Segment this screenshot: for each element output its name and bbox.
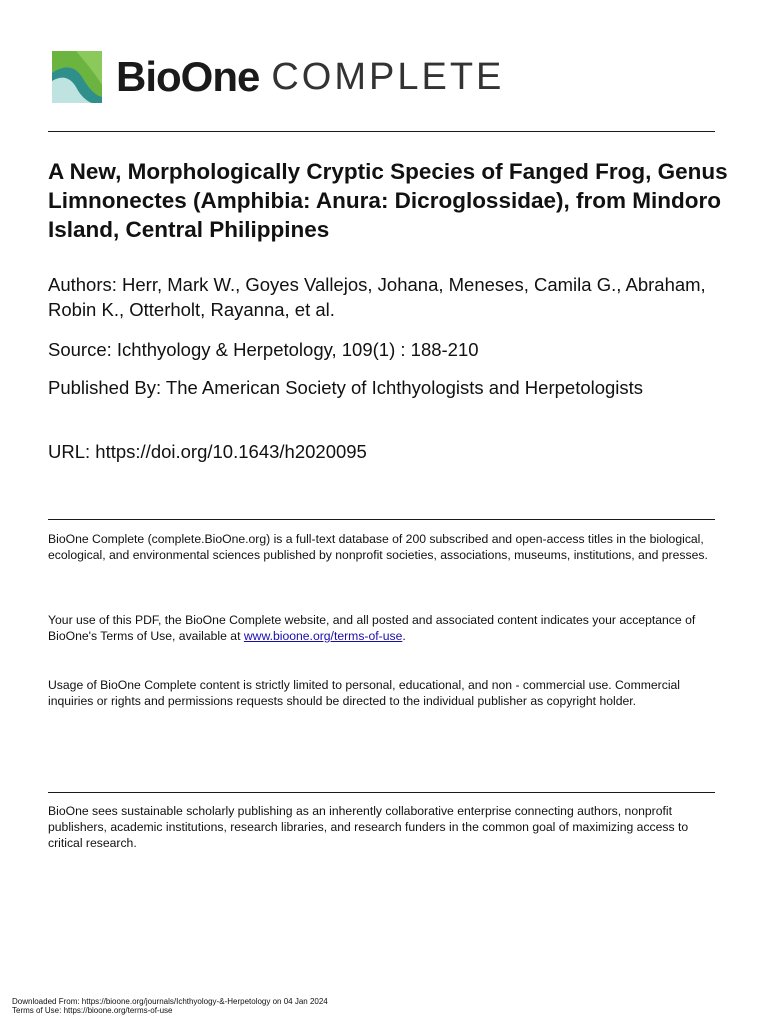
article-authors: Authors: Herr, Mark W., Goyes Vallejos, Johana, Meneses, Camila G., Abraham, Robin K., Otterholt, Rayanna, et al. [48,274,706,320]
terms-of-use-link[interactable]: www.bioone.org/terms-of-use [243,629,403,643]
logo-bioone-text: BioOne [116,53,260,100]
about-notice: BioOne Complete (complete.BioOne.org) is a full-text database of 200 subscribed and open-access titles in the biological, ecological, and environmental sciences published by nonprofit societies, associations, museums, institutions, and presses. [48,532,708,562]
download-footer: Downloaded From: https://bioone.org/journals/Ichthyology-&-Herpetology on 04 Jan 2024 [12,997,328,1006]
header-divider [48,131,715,132]
article-publisher: Published By: The American Society of Ichthyologists and Herpetologists [48,377,644,398]
terms-notice-suffix: . [402,629,406,643]
article-url[interactable]: URL: https://doi.org/10.1643/h2020095 [48,441,367,462]
article-title: A New, Morphologically Cryptic Species of Fanged Frog, Genus Limnonectes (Amphibia: Anura: Dicroglossidae), from Mindoro Island, Central Philippines [48,159,728,242]
terms-notice-text: Your use of this PDF, the BioOne Complete website, and all posted and associated content indicates your acceptance of BioOne's Terms of Use, available at [48,613,696,643]
terms-footer: Terms of Use: https://bioone.org/terms-of-use [12,1006,173,1015]
usage-notice: Usage of BioOne Complete content is strictly limited to personal, educational, and non - commercial use. Commercial inquiries or rights and permissions requests should be directed to the individual publisher as copyright holder. [48,678,681,708]
notices-divider [48,519,715,520]
bioone-logo [52,50,504,104]
mission-statement: BioOne sees sustainable scholarly publishing as an inherently collaborative enterprise connecting authors, nonprofit publishers, academic institutions, research libraries, and research funders in the common goal of maximizing access to critical research. [48,804,689,850]
logo-complete-text: COMPLETE [271,56,505,98]
mission-divider [48,792,715,793]
terms-notice [48,612,718,644]
bioone-logo-mark-icon [52,51,102,103]
article-source: Source: Ichthyology & Herpetology, 109(1) : 188-210 [48,339,479,360]
